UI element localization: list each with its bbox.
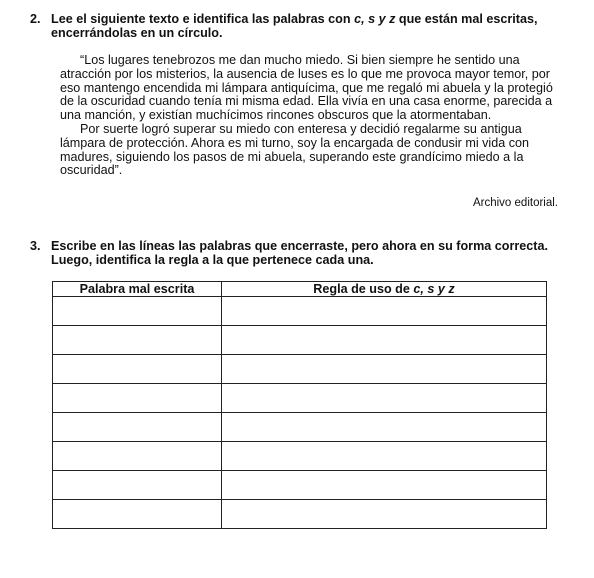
table-row (53, 355, 547, 384)
table-header-row (53, 282, 547, 297)
table-row (53, 413, 547, 442)
header-misspelled-word: Palabra mal escrita (53, 282, 222, 297)
misspelled-word-cell[interactable] (53, 471, 222, 500)
usage-rule-cell[interactable] (222, 355, 547, 384)
header-usage-rule-letters: c, s y z (413, 282, 455, 296)
header-usage-rule-prefix: Regla de uso de (313, 282, 414, 296)
usage-rule-cell[interactable] (222, 326, 547, 355)
passage-paragraph-2: Por suerte logró superar su miedo con enteresa y decidió regalarme su antigua lámpara de protección. Ahora es mi turno, soy la encargada de condusir mi vida con madures, siguiendo los pasos de mi abuela, superando este grandícimo miedo a la oscuridad”. (60, 121, 530, 178)
usage-rule-cell[interactable] (222, 413, 547, 442)
answer-table-body (53, 297, 547, 529)
usage-rule-cell[interactable] (222, 471, 547, 500)
misspelled-word-cell[interactable] (53, 384, 222, 413)
misspelled-word-cell[interactable] (53, 297, 222, 326)
usage-rule-cell[interactable] (222, 384, 547, 413)
question-3-text: Escribe en las líneas las palabras que encerraste, pero ahora en su forma correcta. Luego, identifica la regla a la que pertenece cada una. (51, 239, 548, 267)
table-row (53, 500, 547, 529)
question-2-heading (30, 12, 550, 40)
passage-source: Archivo editorial. (472, 197, 558, 209)
question-2-text (51, 12, 550, 40)
question-3-number: 3. (30, 239, 41, 253)
table-row (53, 384, 547, 413)
table-row (53, 297, 547, 326)
usage-rule-cell[interactable] (222, 297, 547, 326)
question-2-number: 2. (30, 12, 41, 26)
misspelled-word-cell[interactable] (53, 500, 222, 529)
misspelled-word-cell[interactable] (53, 326, 222, 355)
passage-paragraph-1: “Los lugares tenebrozos me dan mucho miedo. Si bien siempre he sentido una atracción por los misterios, la ausencia de luses es lo que me provoca mayor temor, por eso mantengo encendida mi lámpara antiquícima, que me regaló mi abuela y la protegió de la oscuridad cuando tenía mi misma edad. Ella vivía en una casa enorme, parecida a una manción, y existían muchícimos rincones obscuros que la atormentaban. (60, 53, 553, 123)
reading-passage (60, 54, 560, 178)
table-row (53, 442, 547, 471)
usage-rule-cell[interactable] (222, 442, 547, 471)
question-2-letters: c, s y z (354, 12, 396, 26)
misspelled-word-cell[interactable] (53, 442, 222, 471)
answer-table (52, 281, 547, 529)
header-usage-rule (222, 282, 547, 297)
question-2-text-after: que están mal escritas, encerrándolas en un círculo. (51, 12, 538, 40)
table-row (53, 471, 547, 500)
table-row (53, 326, 547, 355)
usage-rule-cell[interactable] (222, 500, 547, 529)
misspelled-word-cell[interactable] (53, 413, 222, 442)
misspelled-word-cell[interactable] (53, 355, 222, 384)
question-3-heading (30, 239, 550, 267)
question-2-text-before: Lee el siguiente texto e identifica las palabras con (51, 12, 355, 26)
